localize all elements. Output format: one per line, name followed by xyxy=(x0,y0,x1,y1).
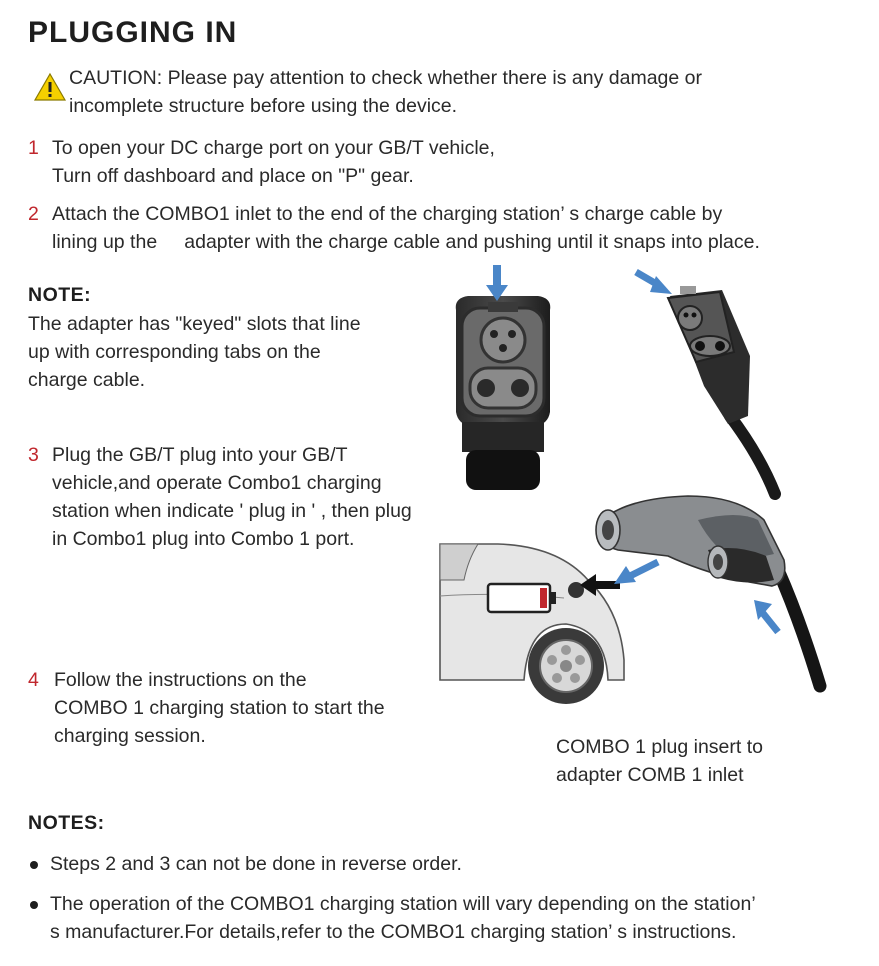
step-3-number: 3 xyxy=(28,444,39,466)
figure-caption-line-1: COMBO 1 plug insert to xyxy=(556,736,763,758)
adapter-cable-illustration xyxy=(630,266,790,498)
combo1-plug-illustration xyxy=(588,490,826,690)
step-4-line-3: charging session. xyxy=(54,725,206,747)
step-4-number: 4 xyxy=(28,669,39,691)
notes-item-1-line-1: Steps 2 and 3 can not be done in reverse order. xyxy=(50,853,462,875)
step-1-line-2: Turn off dashboard and place on "P" gear. xyxy=(52,165,414,187)
warning-triangle-icon xyxy=(33,72,67,102)
step-3-line-3: station when indicate ' plug in ' , then plug xyxy=(52,500,412,522)
note-line-2: up with corresponding tabs on the xyxy=(28,341,321,363)
step-1-line-1: To open your DC charge port on your GB/T vehicle, xyxy=(52,137,495,159)
caution-line-2: incomplete structure before using the device. xyxy=(69,95,458,117)
page-title: PLUGGING IN xyxy=(28,16,238,49)
note-heading: NOTE: xyxy=(28,284,92,306)
notes-item-2-line-2: s manufacturer.For details,refer to the COMBO1 charging station’ s instructions. xyxy=(50,921,737,943)
arrow-down-icon xyxy=(486,265,508,301)
step-1-number: 1 xyxy=(28,137,39,159)
step-2-line-2: lining up the adapter with the charge cable and pushing until it snaps into place. xyxy=(52,231,760,253)
step-4-line-1: Follow the instructions on the xyxy=(54,669,307,691)
step-2-line-1: Attach the COMBO1 inlet to the end of the charging station’ s charge cable by xyxy=(52,203,723,225)
bullet-icon xyxy=(30,861,38,869)
step-3-line-4: in Combo1 plug into Combo 1 port. xyxy=(52,528,355,550)
note-line-1: The adapter has "keyed" slots that line xyxy=(28,313,361,335)
arrow-down-left-icon xyxy=(614,558,660,586)
step-3-line-2: vehicle,and operate Combo1 charging xyxy=(52,472,382,494)
step-3-line-1: Plug the GB/T plug into your GB/T xyxy=(52,444,348,466)
figure-caption-line-2: adapter COMB 1 inlet xyxy=(556,764,744,786)
arrow-up-left-icon xyxy=(752,598,782,634)
step-2-number: 2 xyxy=(28,203,39,225)
notes-heading: NOTES: xyxy=(28,812,105,834)
arrow-down-right-icon xyxy=(634,268,674,298)
bullet-icon xyxy=(30,901,38,909)
note-line-3: charge cable. xyxy=(28,369,146,391)
caution-line-1: CAUTION: Please pay attention to check whether there is any damage or xyxy=(69,67,702,89)
notes-item-2-line-1: The operation of the COMBO1 charging station will vary depending on the station’ xyxy=(50,893,756,915)
step-4-line-2: COMBO 1 charging station to start the xyxy=(54,697,385,719)
